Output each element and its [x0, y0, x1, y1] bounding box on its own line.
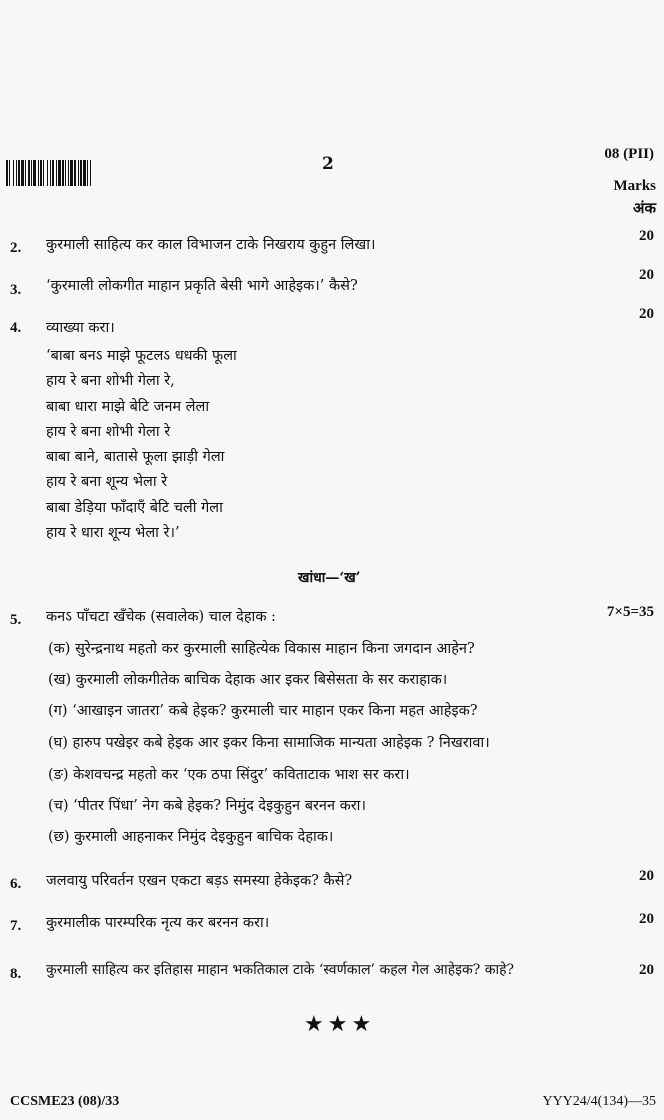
question-number: 2.: [10, 240, 22, 256]
sub-question-text: सुरेन्द्रनाथ महतो कर कुरमाली साहित्येक विकास माहान किना जगदान आहेन?: [75, 641, 475, 657]
question-marks: 20: [639, 306, 654, 322]
question-text: कुरमालीक पारम्परिक नृत्य कर बरनन करा।: [46, 915, 270, 931]
marks-heading-hindi: अंक: [633, 199, 656, 217]
sub-question-label: (च): [48, 798, 69, 814]
sub-question-label: (क): [48, 641, 71, 657]
sub-question-label: (ख): [48, 672, 72, 688]
sub-question-text: ‘पीतर पिंधा’ नेग कबे हेइक? निमुंद देइकुहुन बरनन करा।: [73, 798, 366, 814]
poem-line: हाय रे बना शून्य भेला रे: [46, 474, 168, 491]
question-number: 3.: [10, 282, 22, 298]
question-text: जलवायु परिवर्तन एखन एकटा बड़ऽ समस्या हेकेइक? कैसे?: [46, 873, 353, 889]
question-text: व्याख्या करा।: [46, 320, 115, 336]
question-text: कुरमाली साहित्य कर काल विभाजन टाके निखराय कुहुन लिखा।: [46, 237, 376, 253]
sub-question: [48, 732, 490, 752]
sub-question-text: केशवचन्द्र महतो कर ‘एक ठपा सिंदुर’ कविताटाक भाश सर करा।: [73, 767, 410, 783]
sub-question-label: (ग): [48, 703, 68, 719]
sub-question: [48, 669, 447, 689]
marks-heading: Marks: [613, 178, 656, 194]
question-marks: 20: [639, 911, 654, 927]
sub-question-text: कुरमाली लोकगीतेक बाचिक देहाक आर इकर बिसेसता के सर कराहाक।: [75, 672, 448, 688]
question-marks: 20: [639, 962, 654, 978]
footer-code-right: YYY24/4(134)—35: [542, 1094, 656, 1109]
sub-question-label: (ङ): [48, 767, 69, 783]
barcode-bar: [91, 160, 93, 186]
question-number: 4.: [10, 320, 22, 336]
barcode: [6, 160, 162, 186]
poem-line: हाय रे धारा शून्य भेला रे।’: [46, 525, 180, 542]
sub-question: [48, 826, 333, 846]
poem-line: बाबा धारा माझे बेटि जनम लेला: [46, 398, 210, 415]
question-number: 6.: [10, 876, 22, 892]
question-text: ‘कुरमाली लोकगीत माहान प्रकृति बेसी भागे आहेइक।’ कैसे?: [46, 278, 358, 294]
sub-question: [48, 795, 366, 815]
question-number: 5.: [10, 612, 22, 628]
sub-question-label: (घ): [48, 735, 68, 751]
poem-line: हाय रे बना शोभी गेला रे,: [46, 373, 175, 390]
section-heading: खांधा—‘ख’: [298, 570, 361, 586]
paper-code: 08 (PII): [604, 146, 654, 162]
poem-line: बाबा डेड़िया फाँदाएँ बेटि चली गेला: [46, 499, 223, 516]
poem-line: बाबा बाने, बातासे फूला झाड़ी गेला: [46, 449, 225, 466]
poem-line: हाय रे बना शोभी गेला रे: [46, 423, 171, 440]
sub-question-label: (छ): [48, 829, 70, 845]
question-marks: 20: [639, 868, 654, 884]
end-marker: ★★★: [304, 1012, 376, 1037]
sub-question-text: ‘आखाइन जातरा’ कबे हेइक? कुरमाली चार माहान एकर किना महत आहेइक?: [72, 703, 478, 719]
question-text: कुरमाली साहित्य कर इतिहास माहान भकतिकाल टाके ‘स्वर्णकाल’ कहल गेल आहेइक? काहे?: [46, 962, 515, 978]
sub-question-text: हारुप पखेइर कबे हेइक आर इकर किना सामाजिक मान्यता आहेइक ? निखरावा।: [72, 735, 490, 751]
question-marks: 20: [639, 228, 654, 244]
question-marks: 20: [639, 267, 654, 283]
sub-question: [48, 764, 410, 784]
poem-line: ‘बाबा बनऽ माझे फूटलऽ धधकी फूला: [46, 348, 237, 364]
sub-question-text: कुरमाली आहनाकर निमुंद देइकुहुन बाचिक देहाक।: [74, 829, 334, 845]
footer-code-left: CCSME23 (08)/33: [10, 1094, 120, 1109]
question-number: 8.: [10, 966, 22, 982]
page-number: 2: [322, 154, 334, 174]
question-number: 7.: [10, 918, 22, 934]
question-marks: 7×5=35: [606, 604, 654, 620]
sub-question: [48, 700, 477, 720]
sub-question: [48, 638, 475, 658]
question-text: कनऽ पाँचटा खँचेक (सवालेक) चाल देहाक :: [46, 609, 276, 625]
poem-block: [46, 344, 237, 546]
